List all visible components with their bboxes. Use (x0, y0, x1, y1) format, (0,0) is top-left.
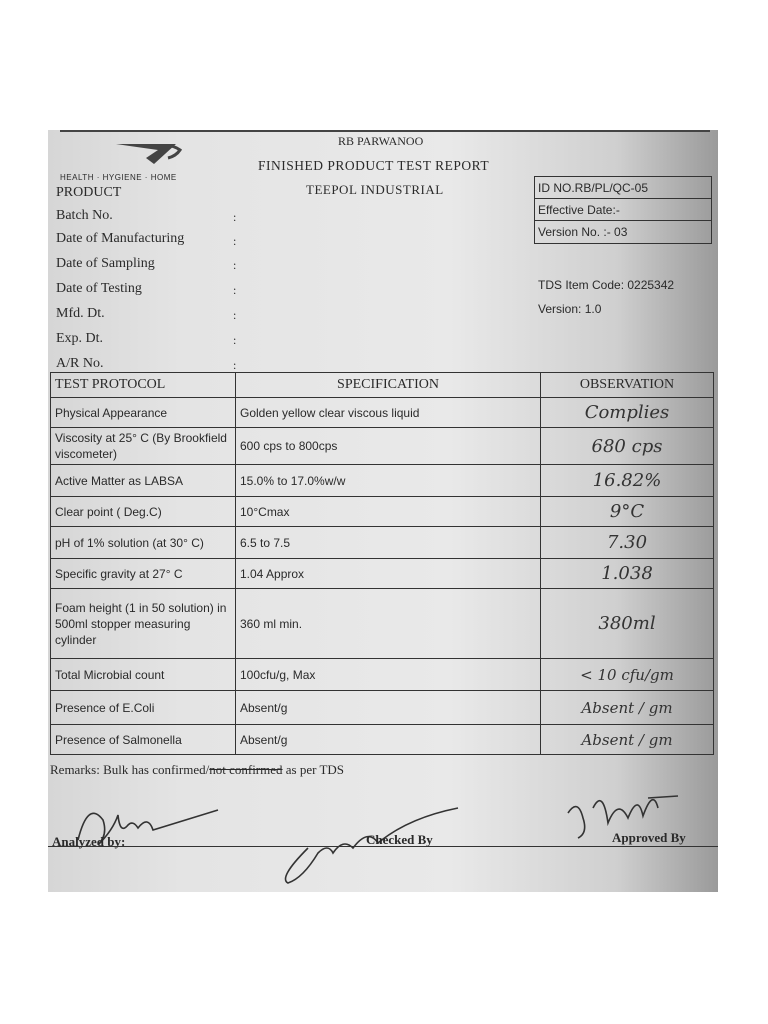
field-label-mfg-date: Date of Manufacturing (56, 231, 185, 246)
tds-version: Version: 1.0 (538, 302, 602, 316)
field-colon: : (233, 333, 237, 347)
table-row (51, 589, 714, 659)
table-row (51, 465, 714, 497)
checked-by-label: Checked By (366, 832, 433, 847)
spec-cell: 600 cps to 800cps (236, 428, 541, 465)
protocol-cell: Presence of Salmonella (51, 725, 236, 755)
field-label-exp-dt: Exp. Dt. (56, 331, 104, 346)
observation-cell: < 10 cfu/gm (541, 659, 714, 691)
field-label-batch: Batch No. (56, 208, 113, 223)
header-observation: OBSERVATION (541, 373, 714, 398)
analyzed-by-label: Analyzed by: (52, 834, 126, 849)
report-title: FINISHED PRODUCT TEST REPORT (258, 158, 490, 173)
field-label-ar-no: A/R No. (56, 356, 104, 371)
observation-cell: Absent / gm (541, 691, 714, 725)
test-protocol-table (50, 372, 714, 755)
tds-item-code: TDS Item Code: 0225342 (538, 278, 675, 292)
table-row (51, 725, 714, 755)
observation-cell: 680 cps (541, 428, 714, 465)
rb-logo-icon (106, 138, 196, 168)
spec-cell: 10°Cmax (236, 497, 541, 527)
table-row (51, 691, 714, 725)
top-rule (60, 130, 710, 132)
protocol-cell: pH of 1% solution (at 30° C) (51, 527, 236, 559)
observation-cell: 9°C (541, 497, 714, 527)
version-number: Version No. :- 03 (538, 225, 628, 239)
observation-cell: Absent / gm (541, 725, 714, 755)
table-row (51, 527, 714, 559)
protocol-cell: Total Microbial count (51, 659, 236, 691)
table-row (51, 497, 714, 527)
header-test-protocol: TEST PROTOCOL (51, 373, 236, 398)
field-label-mfd-dt: Mfd. Dt. (56, 306, 105, 321)
observation-cell: 1.038 (541, 559, 714, 589)
field-label-sampling-date: Date of Sampling (56, 256, 155, 271)
remarks-suffix: as per TDS (282, 762, 345, 777)
field-colon: : (233, 258, 237, 272)
observation-cell: 380ml (541, 589, 714, 659)
product-title: TEEPOL INDUSTRIAL (306, 182, 444, 197)
header-specification: SPECIFICATION (236, 373, 541, 398)
table-row (51, 398, 714, 428)
observation-cell: Complies (541, 398, 714, 428)
field-colon: : (233, 234, 237, 248)
observation-cell: 7.30 (541, 527, 714, 559)
remarks-line (50, 762, 344, 778)
remarks-not-confirmed: not confirmed (209, 762, 283, 777)
protocol-cell: Active Matter as LABSA (51, 465, 236, 497)
company-name: RB PARWANOO (338, 134, 424, 148)
document-id-box (534, 176, 712, 244)
id-number: ID NO.RB/PL/QC-05 (535, 177, 711, 199)
effective-date: Effective Date:- (535, 199, 711, 221)
approved-by-label: Approved By (612, 830, 686, 845)
remarks-separator: / (205, 762, 210, 777)
spec-cell: Absent/g (236, 691, 541, 725)
spec-cell: Golden yellow clear viscous liquid (236, 398, 541, 428)
observation-cell: 16.82% (541, 465, 714, 497)
spec-cell: Absent/g (236, 725, 541, 755)
protocol-cell: Foam height (1 in 50 solution) in 500ml stopper measuring cylinder (51, 589, 236, 659)
protocol-cell: Viscosity at 25° C (By Brookfield viscometer) (51, 428, 236, 465)
protocol-cell: Presence of E.Coli (51, 691, 236, 725)
spec-cell: 6.5 to 7.5 (236, 527, 541, 559)
field-colon: : (233, 358, 237, 372)
table-row (51, 428, 714, 465)
protocol-cell: Physical Appearance (51, 398, 236, 428)
field-colon: : (233, 308, 237, 322)
signature-rule (48, 846, 718, 847)
table-row (51, 659, 714, 691)
remarks-prefix: Remarks: Bulk has (50, 762, 153, 777)
spec-cell: 15.0% to 17.0%w/w (236, 465, 541, 497)
protocol-cell: Specific gravity at 27° C (51, 559, 236, 589)
field-label-testing-date: Date of Testing (56, 281, 142, 296)
spec-cell: 100cfu/g, Max (236, 659, 541, 691)
field-colon: : (233, 210, 237, 224)
test-report-sheet (48, 130, 718, 892)
spec-cell: 1.04 Approx (236, 559, 541, 589)
tagline: HEALTH · HYGIENE · HOME (60, 173, 177, 182)
field-colon: : (233, 283, 237, 297)
protocol-cell: Clear point ( Deg.C) (51, 497, 236, 527)
table-header-row (51, 373, 714, 398)
spec-cell: 360 ml min. (236, 589, 541, 659)
remarks-confirmed: confirmed (152, 762, 206, 777)
field-label-product: PRODUCT (56, 185, 122, 200)
table-row (51, 559, 714, 589)
